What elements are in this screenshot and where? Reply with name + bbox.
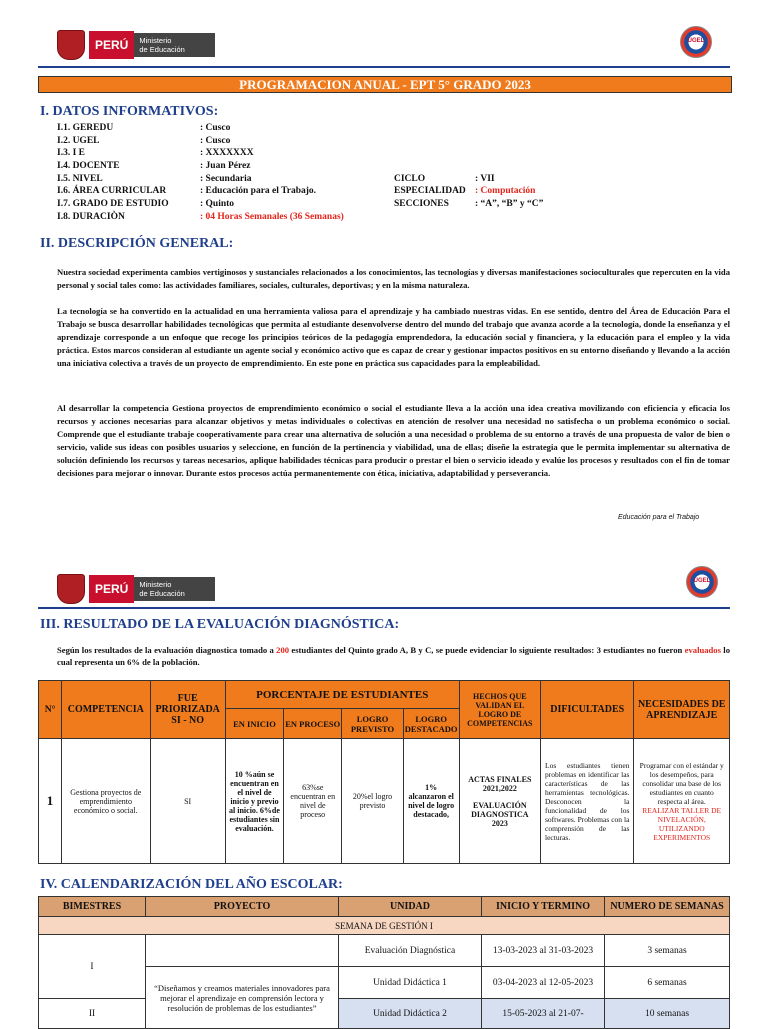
description-paragraph-1: Nuestra sociedad experimenta cambios vertiginosos y sustanciales relacionados a los conocimientos, las tecnologías y diversas manifestaciones socioculturales que repercuten en la vida personal y social tales como: las actividades familiares, sociales, culturales, deportivas; y en la misma naturaleza. xyxy=(57,267,730,290)
page-footer: Educación para el Trabajo xyxy=(618,514,700,521)
col-logro-destacado: LOGRO DESTACADO xyxy=(403,709,459,739)
ministry-label: Ministerio de Educación xyxy=(134,577,214,601)
col-dificultades: DIFICULTADES xyxy=(541,681,634,739)
col-en-proceso: EN PROCESO xyxy=(284,709,342,739)
description-paragraph-2: La tecnología se ha convertido en la actualidad en una herramienta valiosa para el aprendizaje y ha cambiado nuestras vidas. En ese sentido, dentro del Área de Educación Para el Trabajo se busca desarrollar habilidades tecnológicas que permita al estudiante desenvolverse dentro del mundo del trabajo que avanza acorde a la tecnología, donde la enseñanza y el aprendizaje corresponde a un enfoque que recoge los principios teóricos de la pedagogía emprendedora, la educación social y financiera, y la educación para el empleo y la vida práctica. Estos marcos consideran al estudiante un agente social y económico activo que es capaz de crear y gestionar impactos positivos en su entorno diseñando y llevando a la acción una iniciativa colectiva a través de un proyecto de emprendimiento. En este pone en práctica sus capacidades para la empleabilidad. xyxy=(57,306,730,368)
description-paragraph-3: Al desarrollar la competencia Gestiona proyectos de emprendimiento económico o social el estudiante lleva a la acción una idea creativa movilizando con eficiencia y eficacia los recursos y acciones necesarias para alcanzar objetivos y metas individuales o colectivas en atención de resolver una necesidad no satisfecha o un problema económico o social. Comprende que el estudiante trabaje cooperativamente para crear una alternativa de solución a una necesidad o problema de su entorno a través de una propuesta de valor de bien o servicio, valide sus ideas con posibles usuarios y seleccione, en función de la pertinencia y viabilidad, una de ellas; diseñe la estrategia que le permita implementar su alternativa de solución definiendo los recursos y tareas necesarios, aplique habilidades técnicas para producir o prestar el bien o servicio ideado y evalúe los procesos y resultados con el fin de tomar decisiones para mejorar o innovar. Durante estos procesos actúa permanentemente con ética, iniciativa, adaptabilidad y perseverancia. xyxy=(57,403,730,478)
col-necesidades: NECESIDADES DE APRENDIZAJE xyxy=(634,681,730,739)
peru-label: PERÚ xyxy=(89,575,134,603)
table-row: 1 Gestiona proyectos de emprendimiento económico o social. SI 10 %aún se encuentran en el nivel de inicio y previo al inicio. 6%de estudiantes sin evaluación. 63%se encuentran en nivel de proceso 20%el logro previsto 1% alcanzaron el nivel de logro destacado, ACTAS FINALES 2021,2022 EVALUACIÓN DIAGNOSTICA 2023 Los estudiantes tienen problemas en identificar las características de las herramientas tecnológicas. Desconocen la funcionalidad de los softwares. Problemas con la comprensión de las lecturas. Programar con el estándar y los desempeños, para consolidar una base de los estudiantes en cuanto respecta al área. REALIZAR TALLER DE NIVELACIÓN, UTILIZANDO EXPERIMENTOS xyxy=(39,739,730,864)
ministry-label: Ministerio de Educación xyxy=(134,33,214,57)
datos-informativos: I.1. GEREDU : Cusco I.2. UGEL : Cusco I.3. I E : XXXXXXX I.4. DOCENTE : Juan Pérez I.5. NIVEL : Secundaria CICLO : VII I.6. ÁREA CURRICULAR : Educación para el Trabajo. ESPECIALIDAD : Computación I.7. GRADO DE ESTUDIO : Quinto SECCIONES : “A”, “B” y “C” I.8. DURACIÒN : 04 Horas Semanales (36 Semanas) xyxy=(57,123,544,222)
col-logro-previsto: LOGRO PREVISTO xyxy=(342,709,403,739)
peru-shield-icon xyxy=(57,30,85,60)
section-3-heading: III. RESULTADO DE LA EVALUACIÓN DIAGNÓSTICA: xyxy=(40,617,400,632)
col-porcentaje: PORCENTAJE DE ESTUDIANTES xyxy=(225,681,459,709)
diagnostic-table xyxy=(38,680,730,864)
ugel-logo-icon: UGEL xyxy=(680,26,712,58)
table-row: II Unidad Didáctica 2 15-05-2023 al 21-07- 10 semanas xyxy=(39,999,730,1029)
minedu-logo xyxy=(57,30,215,60)
header-divider xyxy=(38,66,730,68)
minedu-logo xyxy=(57,574,215,604)
peru-label: PERÚ xyxy=(89,31,134,59)
col-priorizada: FUE PRIORIZADA SI - NO xyxy=(150,681,225,739)
calendar-table: BIMESTRES PROYECTO UNIDAD INICIO Y TERMINO NUMERO DE SEMANAS SEMANA DE GESTIÓN I I Evaluación Diagnóstica 13-03-2023 al 31-03-2023 3 semanas “Diseñamos y creamos materiales innovadores para mejorar el aprendizaje en comprensión lectora y resolución de problemas de los estudiantes” Unidad Didáctica 1 03-04-2023 al 12-05-2023 6 semanas II Unidad Didáctica 2 15-05-2023 al 21-07- 10 semanas xyxy=(38,896,730,1029)
ugel-logo-icon: UGEL xyxy=(686,566,718,598)
col-competencia: COMPETENCIA xyxy=(62,681,150,739)
section-1-heading: I. DATOS INFORMATIVOS: xyxy=(40,104,219,119)
col-num: N° xyxy=(39,681,62,739)
page-title: PROGRAMACION ANUAL - EPT 5° GRADO 2023 xyxy=(38,76,732,93)
header-divider xyxy=(38,607,730,609)
table-row: “Diseñamos y creamos materiales innovadores para mejorar el aprendizaje en comprensión lectora y resolución de problemas de los estudiantes” Unidad Didáctica 1 03-04-2023 al 12-05-2023 6 semanas xyxy=(39,967,730,999)
col-en-inicio: EN INICIO xyxy=(225,709,283,739)
section-2-heading: II. DESCRIPCIÓN GENERAL: xyxy=(40,236,234,251)
col-hechos: HECHOS QUE VALIDAN EL LOGRO DE COMPETENCIAS xyxy=(459,681,540,739)
section-4-heading: IV. CALENDARIZACIÓN DEL AÑO ESCOLAR: xyxy=(40,877,343,892)
diagnostic-intro: Según los resultados de la evaluación diagnostica tomado a 200 estudiantes del Quinto grado A, B y C, se puede evidenciar lo siguiente resultados: 3 estudiantes no fueron evaluados lo cual representa un 6% de la población. xyxy=(57,645,730,667)
peru-shield-icon xyxy=(57,574,85,604)
table-row: I Evaluación Diagnóstica 13-03-2023 al 31-03-2023 3 semanas xyxy=(39,935,730,967)
